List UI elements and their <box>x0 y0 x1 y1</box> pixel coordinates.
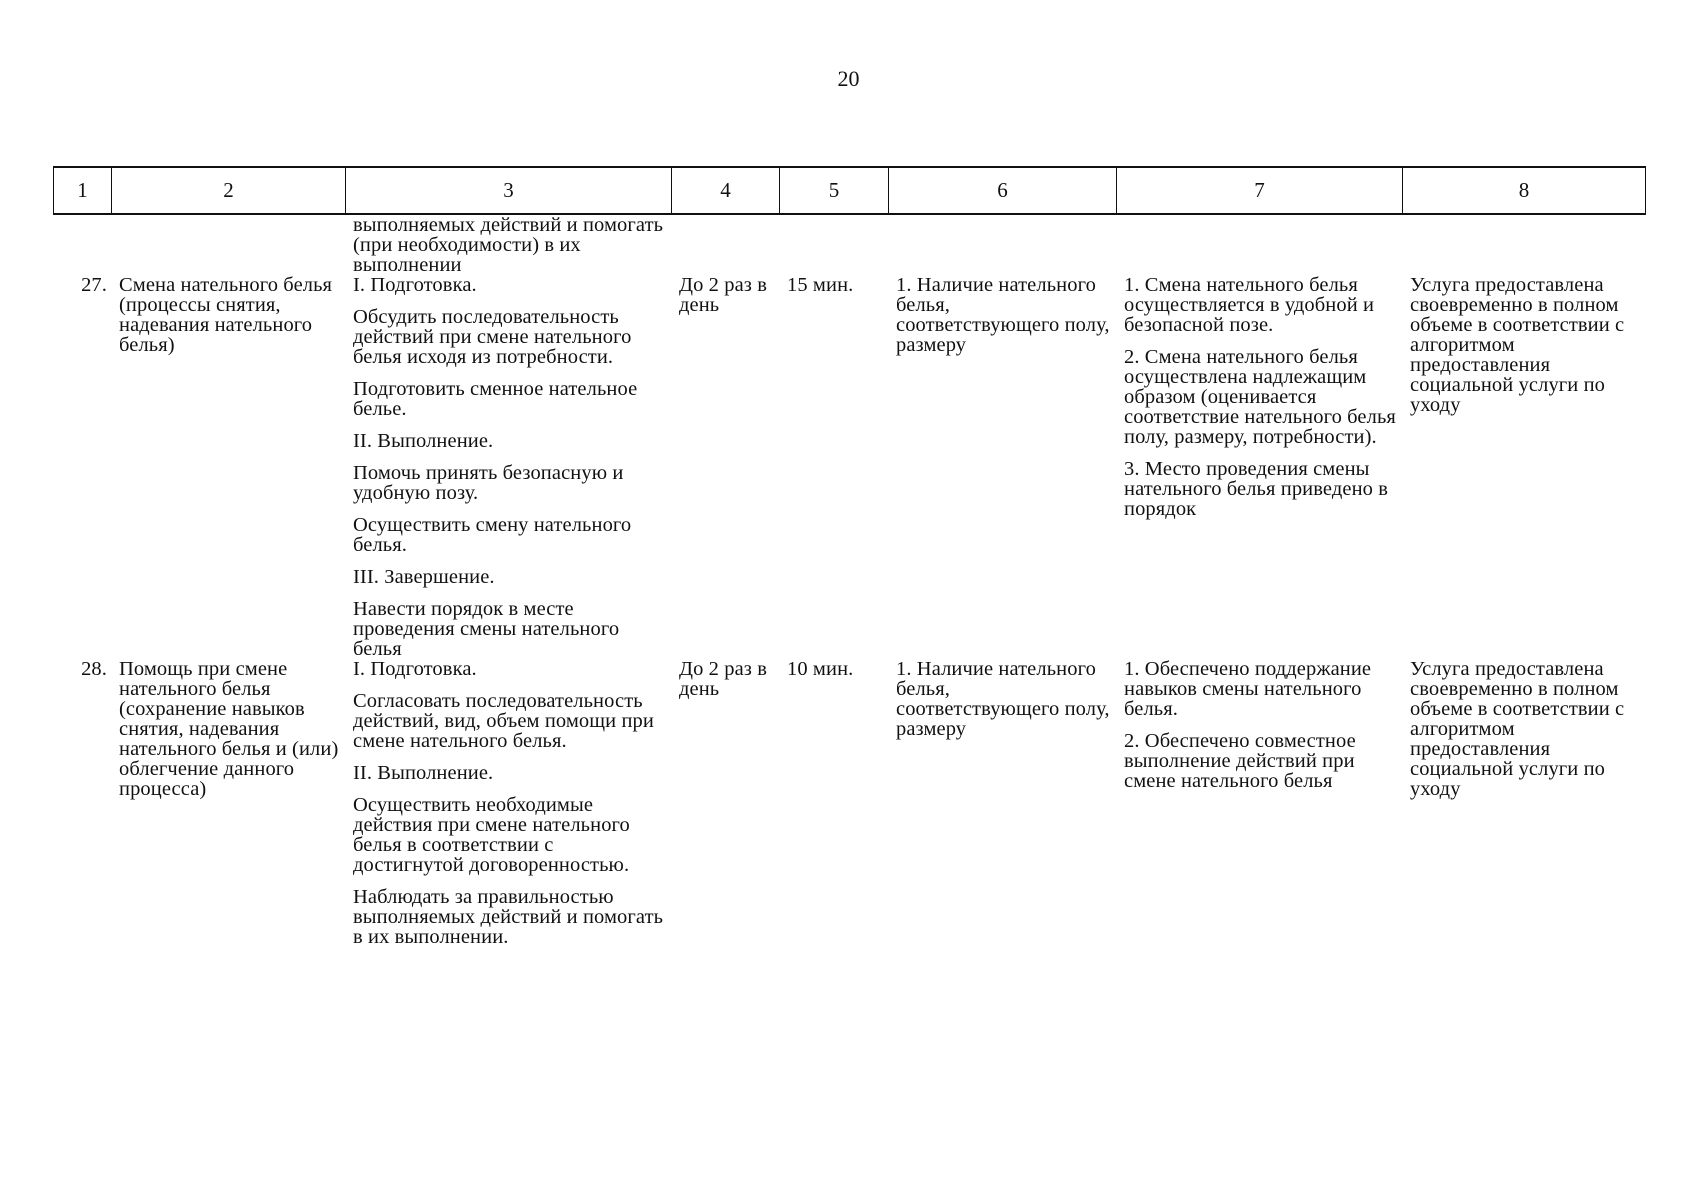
result-text: 1. Смена нательного белья осуществляется в удобной и безопасной позе. <box>1124 274 1375 336</box>
step-text: Навести порядок в месте проведения смены нательного белья <box>353 598 620 660</box>
step-text: I. Подготовка. <box>353 274 477 296</box>
result-text: 3. Место проведения смены нательного белья приведено в порядок <box>1124 458 1388 520</box>
table-header <box>53 166 1646 215</box>
duration: 10 мин. <box>787 658 854 680</box>
step-text: II. Выполнение. <box>353 762 494 784</box>
row-number: 27. <box>81 274 107 296</box>
result-text: 2. Смена нательного белья осуществлена надлежащим образом (оценивается соответствие нательного белья полу, размеру, потребности). <box>1124 346 1396 448</box>
header-col-2: 2 <box>112 167 346 214</box>
row-number: 28. <box>81 658 107 680</box>
step-text: Осуществить смену нательного белья. <box>353 514 632 556</box>
page-number: 20 <box>837 66 860 91</box>
service-name: Помощь при смене нательного белья (сохранение навыков снятия, надевания нательного белья и (или) облегчение данного процесса) <box>119 658 339 800</box>
quality-criteria: Услуга предоставлена своевременно в полном объеме в соответствии с алгоритмом предоставления социальной услуги по уходу <box>1410 658 1625 800</box>
header-col-7: 7 <box>1117 167 1403 214</box>
results <box>1116 659 1402 947</box>
table-row <box>53 659 1645 947</box>
header-col-3: 3 <box>346 167 672 214</box>
header-col-8: 8 <box>1403 167 1646 214</box>
step-text: Наблюдать за правильностью выполняемых действий и помогать в их выполнении. <box>353 886 664 948</box>
service-name: Смена нательного белья (процессы снятия, надевания нательного белья) <box>119 274 333 356</box>
header-col-6: 6 <box>889 167 1117 214</box>
table-row-continuation <box>53 215 1645 275</box>
table-row <box>53 275 1645 659</box>
header-col-4: 4 <box>672 167 780 214</box>
step-text: III. Завершение. <box>353 566 495 588</box>
step-text: Согласовать последовательность действий, вид, объем помощи при смене нательного белья. <box>353 690 654 752</box>
results <box>1116 275 1402 659</box>
frequency: До 2 раз в день <box>679 658 767 700</box>
result-text: 2. Обеспечено совместное выполнение действий при смене нательного белья <box>1124 730 1356 792</box>
duration: 15 мин. <box>787 274 854 296</box>
result-text: 1. Обеспечено поддержание навыков смены нательного белья. <box>1124 658 1372 720</box>
quality-criteria: Услуга предоставлена своевременно в полном объеме в соответствии с алгоритмом предоставления социальной услуги по уходу <box>1410 274 1625 416</box>
frequency: До 2 раз в день <box>679 274 767 316</box>
table-body <box>53 215 1645 947</box>
header-col-5: 5 <box>780 167 889 214</box>
header-col-1: 1 <box>54 167 112 214</box>
services-table <box>53 166 1645 947</box>
service-steps <box>345 659 671 947</box>
step-text: II. Выполнение. <box>353 430 494 452</box>
service-steps <box>345 275 671 659</box>
step-text: Обсудить последовательность действий при смене нательного белья исходя из потребности. <box>353 306 632 368</box>
conditions: 1. Наличие нательного белья, соответствующего полу, размеру <box>896 658 1110 740</box>
step-text: Подготовить сменное нательное белье. <box>353 378 638 420</box>
step-text: Осуществить необходимые действия при смене нательного белья в соответствии с достигнутой договоренностью. <box>353 794 630 876</box>
step-text: Помочь принять безопасную и удобную позу. <box>353 462 624 504</box>
continuation-steps-cell: выполняемых действий и помогать (при необходимости) в их выполнении <box>353 214 664 276</box>
step-text: I. Подготовка. <box>353 658 477 680</box>
conditions: 1. Наличие нательного белья, соответствующего полу, размеру <box>896 274 1110 356</box>
